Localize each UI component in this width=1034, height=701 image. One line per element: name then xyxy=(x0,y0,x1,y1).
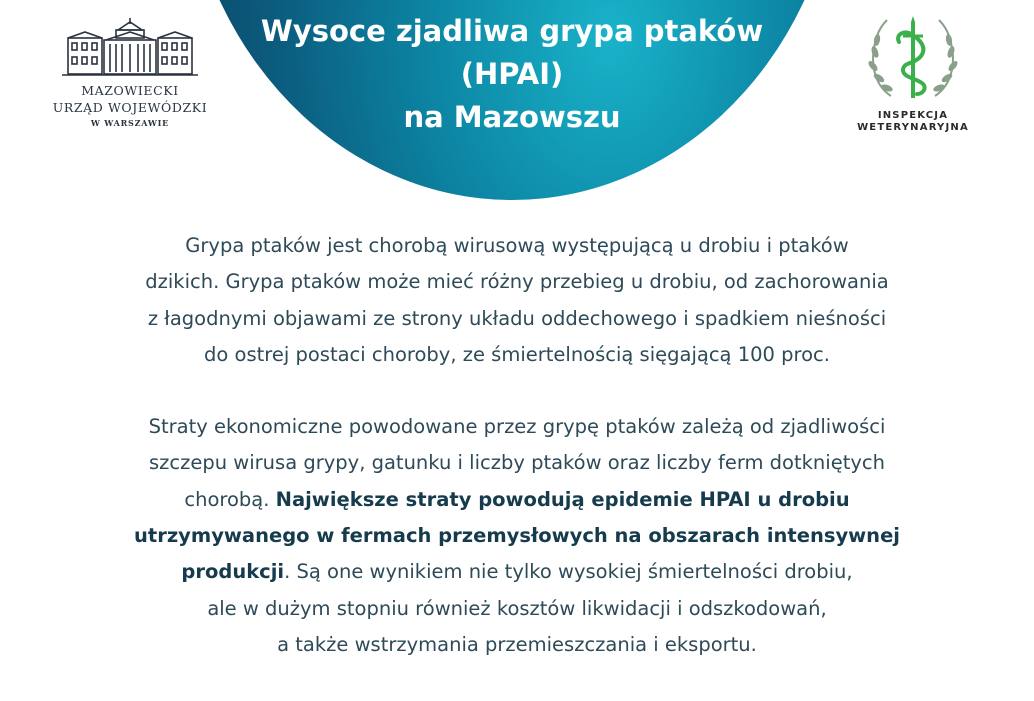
logo-left-line-1: MAZOWIECKI xyxy=(81,83,179,98)
logo-left-line-3: W WARSZAWIE xyxy=(90,118,170,128)
inspekcja-weterynaryjna-logo xyxy=(838,12,988,134)
paragraph-line xyxy=(40,482,994,518)
emphasis-line: utrzymywanego w fermach przemysłowych na obszarach intensywnej xyxy=(134,524,900,548)
main-content xyxy=(40,228,994,663)
logo-right-name xyxy=(838,110,988,134)
logo-left-line-2: URZĄD WOJEWÓDZKI xyxy=(52,100,208,115)
paragraph-line: ale w dużym stopniu również kosztów likwidacji i odszkodowań, xyxy=(207,596,827,620)
veterinary-emblem-icon xyxy=(865,12,961,104)
title-line-2: (HPAI) xyxy=(460,57,564,91)
logo-right-line-2: WETERYNARYJNA xyxy=(857,122,969,133)
paragraph-line: Straty ekonomiczne powodowane przez grypę ptaków zależą od zjadliwości xyxy=(148,415,886,439)
title-line-1: Wysoce zjadliwa grypa ptaków xyxy=(260,14,764,48)
paragraph-line: szczepu wirusa grypy, gatunku i liczby ptaków oraz liczby ferm dotkniętych xyxy=(149,451,885,475)
plain-text: chorobą. xyxy=(184,487,276,511)
page-title xyxy=(200,10,824,139)
plain-text: . Są one wynikiem nie tylko wysokiej śmiertelności drobiu, xyxy=(284,560,853,584)
paragraph-line xyxy=(40,554,994,590)
paragraph-losses xyxy=(40,409,994,663)
emphasis-text: Największe straty powodują epidemie HPAI u drobiu xyxy=(275,487,850,511)
emphasis-text: produkcji xyxy=(181,560,285,584)
title-line-3: na Mazowszu xyxy=(403,100,621,134)
logo-right-line-1: INSPEKCJA xyxy=(877,110,949,121)
paragraph-line: a także wstrzymania przemieszczania i eksportu. xyxy=(277,632,757,656)
paragraph-line: z łagodnymi objawami ze strony układu oddechowego i spadkiem nieśności xyxy=(147,306,887,330)
logo-left-name xyxy=(44,82,216,116)
mazowiecki-urzad-logo xyxy=(44,14,216,128)
paragraph-line: Grypa ptaków jest chorobą wirusową występującą u drobiu i ptaków xyxy=(185,234,849,257)
paragraph-intro xyxy=(40,228,994,373)
paragraph-line: do ostrej postaci choroby, ze śmiertelnością sięgającą 100 proc. xyxy=(204,342,830,366)
paragraph-line: dzikich. Grypa ptaków może mieć różny przebieg u drobiu, od zachorowania xyxy=(145,270,889,294)
government-building-icon xyxy=(60,14,200,78)
